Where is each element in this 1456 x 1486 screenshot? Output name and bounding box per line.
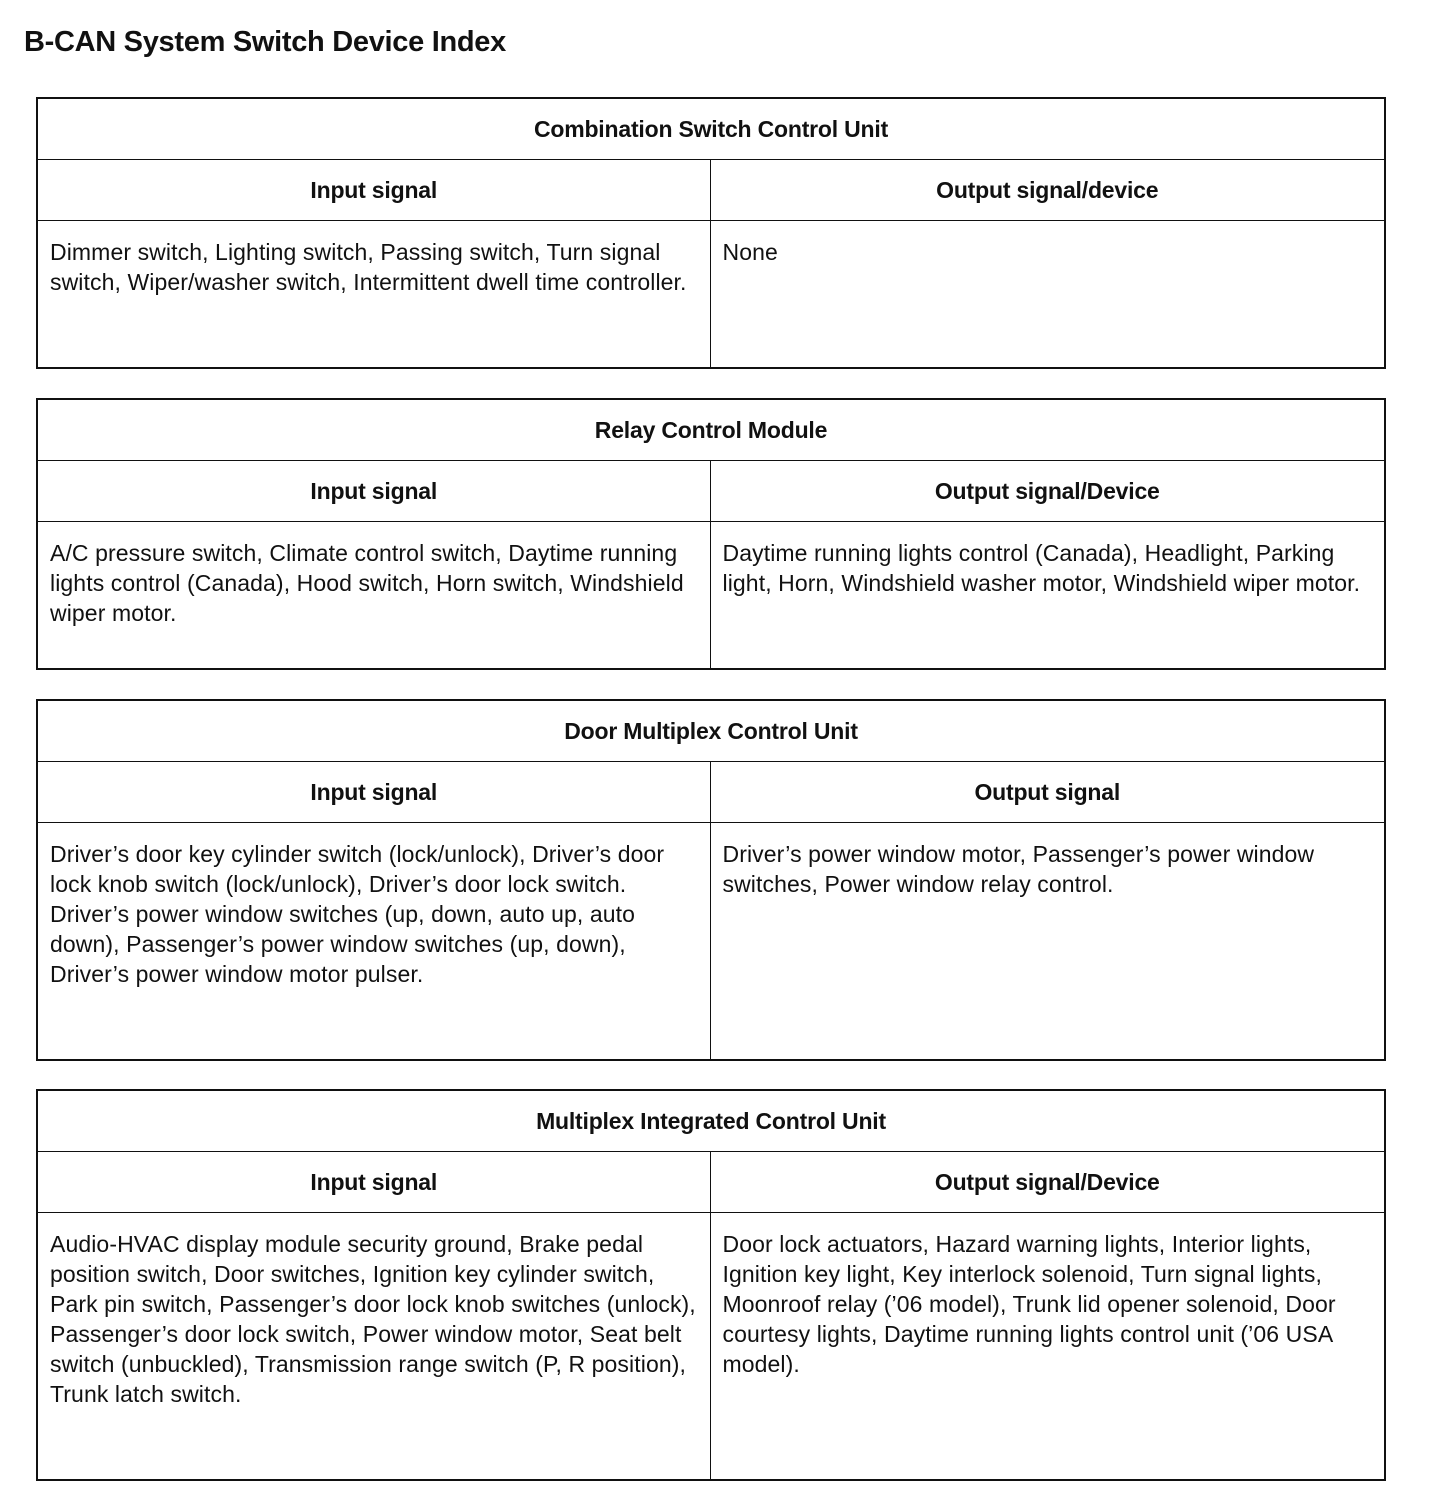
input-signal-cell: A/C pressure switch, Climate control switch, Daytime running lights control (Canada), Hood switch, Horn switch, Windshield wiper motor. (37, 522, 710, 670)
column-header-output: Output signal/Device (710, 461, 1385, 522)
table-title: Multiplex Integrated Control Unit (37, 1090, 1385, 1152)
output-signal-cell: Daytime running lights control (Canada), Headlight, Parking light, Horn, Windshield washer motor, Windshield wiper motor. (710, 522, 1385, 670)
output-signal-cell: Driver’s power window motor, Passenger’s power window switches, Power window relay control. (710, 823, 1385, 1061)
column-header-input: Input signal (37, 762, 710, 823)
table-row (37, 221, 1385, 369)
output-signal-cell: None (710, 221, 1385, 369)
table-door-multiplex-control-unit (36, 699, 1386, 1061)
column-header-output: Output signal (710, 762, 1385, 823)
input-signal-cell: Audio-HVAC display module security ground, Brake pedal position switch, Door switches, Ignition key cylinder switch, Park pin switch, Passenger’s door lock knob switches (unlock), Passenger’s door lock switch, Power window motor, Seat belt switch (unbuckled), Transmission range switch (P, R position), Trunk latch switch. (37, 1213, 710, 1481)
column-header-input: Input signal (37, 160, 710, 221)
table-combination-switch-control-unit (36, 97, 1386, 369)
output-signal-cell: Door lock actuators, Hazard warning lights, Interior lights, Ignition key light, Key interlock solenoid, Turn signal lights, Moonroof relay (’06 model), Trunk lid opener solenoid, Door courtesy lights, Daytime running lights control unit (’06 USA model). (710, 1213, 1385, 1481)
column-header-output: Output signal/device (710, 160, 1385, 221)
input-signal-cell: Driver’s door key cylinder switch (lock/unlock), Driver’s door lock knob switch (lock/unlock), Driver’s door lock switch. Driver’s power window switches (up, down, auto up, auto down), Passenger’s power window switches (up, down), Driver’s power window motor pulser. (37, 823, 710, 1061)
page-title: B-CAN System Switch Device Index (24, 26, 506, 58)
table-row (37, 1213, 1385, 1481)
table-title: Combination Switch Control Unit (37, 98, 1385, 160)
table-multiplex-integrated-control-unit (36, 1089, 1386, 1481)
table-title: Relay Control Module (37, 399, 1385, 461)
table-relay-control-module (36, 398, 1386, 670)
column-header-input: Input signal (37, 461, 710, 522)
column-header-output: Output signal/Device (710, 1152, 1385, 1213)
column-header-input: Input signal (37, 1152, 710, 1213)
table-row (37, 823, 1385, 1061)
table-title: Door Multiplex Control Unit (37, 700, 1385, 762)
input-signal-cell: Dimmer switch, Lighting switch, Passing switch, Turn signal switch, Wiper/washer switch, Intermittent dwell time controller. (37, 221, 710, 369)
table-row (37, 522, 1385, 670)
